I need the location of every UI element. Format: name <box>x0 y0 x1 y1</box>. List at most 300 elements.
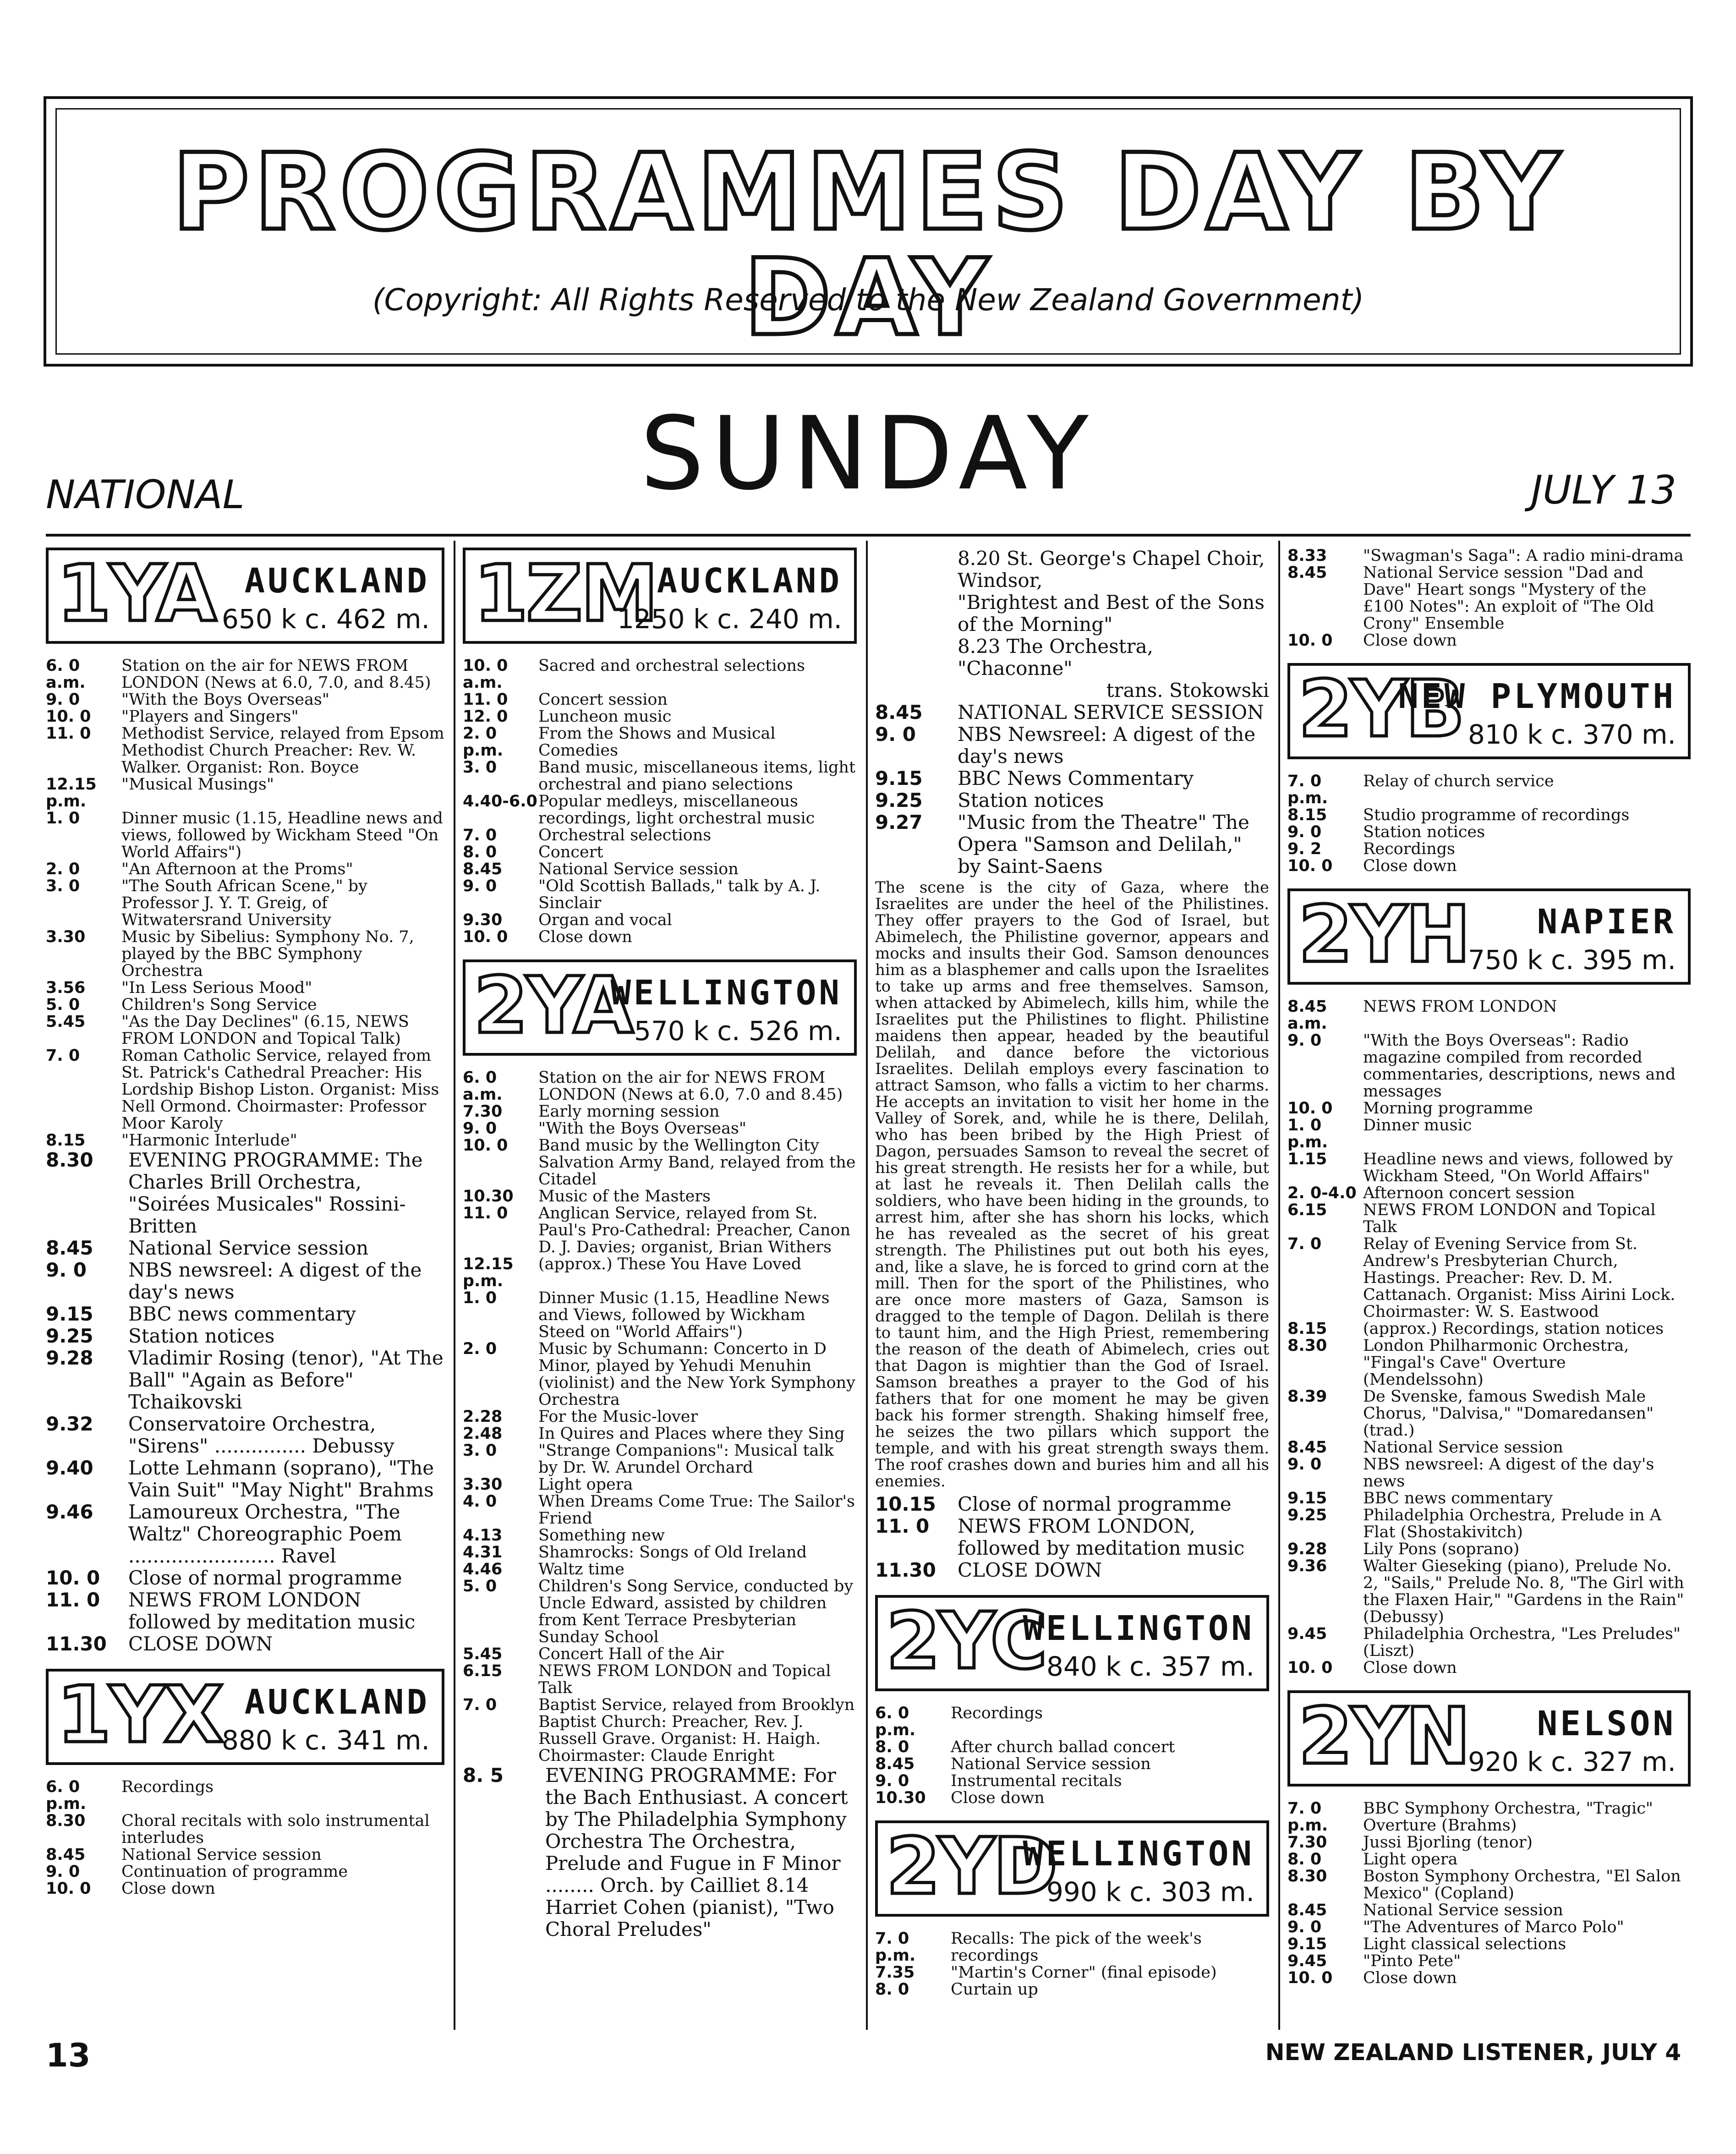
title-banner <box>44 96 1693 367</box>
programme-entry <box>46 1779 444 1813</box>
programme-time: 8.30 <box>1287 1867 1327 1885</box>
programme-entry <box>463 1578 857 1646</box>
station-callsign: 1ZM <box>474 548 657 639</box>
date-label: JULY 13 <box>1531 467 1676 513</box>
programme-description: After church ballad concert <box>951 1738 1175 1756</box>
programme-entry <box>1287 1337 1691 1388</box>
programme-description: Station notices <box>1363 823 1485 841</box>
programme-description: BBC news commentary <box>1363 1489 1553 1507</box>
programme-description: NEWS FROM LONDON <box>1363 998 1557 1016</box>
programme-entry <box>463 1561 857 1578</box>
programme-description: "Pinto Pete" <box>1363 1952 1461 1970</box>
programme-time: 6. 0 a.m. <box>46 657 86 692</box>
programme-entry <box>1287 1456 1691 1490</box>
programme-entry <box>463 1697 857 1765</box>
programme-description: Dinner Music (1.15, Headline News and Views, followed by Wickham Steed on "World Affairs") <box>538 1289 830 1341</box>
station-frequency: 990 k c. 303 m. <box>1046 1876 1254 1907</box>
programme-time: 9.46 <box>46 1501 93 1523</box>
programme-description: Light classical selections <box>1363 1935 1566 1953</box>
programme-description: Vladimir Rosing (tenor), "At The Ball" "Again as Before" Tchaikovski <box>128 1347 444 1413</box>
programme-time: 10. 0 <box>1287 1969 1333 1987</box>
programme-time: 6. 0 a.m. <box>463 1069 503 1104</box>
programme-description: Relay of Evening Service from St. Andrew's Presbyterian Church, Hastings. Preacher: Rev. D. M. Cattanach. Organist: Miss Airini Lock. Choirmaster: W. S. Eastwood <box>1363 1235 1676 1321</box>
programme-entry <box>46 980 444 997</box>
programme-entry <box>463 759 857 793</box>
programme-entry <box>463 1341 857 1409</box>
programme-time: 11.30 <box>46 1633 107 1655</box>
programme-description: Anglican Service, relayed from St. Paul's Pro-Cathedral: Preacher, Canon D. J. Davies; organist, Brian Withers <box>538 1204 851 1256</box>
programme-time: 9.25 <box>1287 1506 1327 1524</box>
programme-description: Recordings <box>951 1704 1043 1722</box>
programme-description: NATIONAL SERVICE SESSION <box>958 701 1264 723</box>
programme-time: 8.45 <box>46 1846 86 1864</box>
programme-description: From the Shows and Musical Comedies <box>538 724 776 760</box>
programme-time: 10. 0 <box>1287 1659 1333 1677</box>
programme-entry <box>463 1205 857 1256</box>
programme-time: 9.25 <box>46 1325 93 1347</box>
programme-time: 9. 0 <box>463 877 497 895</box>
programme-time: 8.45 <box>1287 564 1327 582</box>
programme-time: 10. 0 <box>46 707 91 726</box>
programme-entry <box>463 929 857 946</box>
programme-description: Station on the air for NEWS FROM LONDON (News at 6.0, 7.0, and 8.45) <box>121 657 431 692</box>
programme-description: Shamrocks: Songs of Old Ireland <box>538 1543 807 1562</box>
programme-description: NEWS FROM LONDON and Topical Talk <box>538 1662 831 1697</box>
programme-entry <box>463 844 857 861</box>
programme-entry <box>46 1813 444 1847</box>
page-number: 13 <box>46 2037 91 2074</box>
programme-entry <box>1287 1970 1691 1987</box>
programme-time: 9. 0 <box>46 1259 87 1281</box>
station-box-2ya <box>463 959 857 1056</box>
programme-entry <box>46 878 444 929</box>
programme-description: For the Music-lover <box>538 1408 698 1426</box>
programme-description: Methodist Service, relayed from Epsom Methodist Church Preacher: Rev. W. Walker. Organist: Ron. Boyce <box>121 724 444 777</box>
station-callsign: 1YA <box>57 548 215 639</box>
programme-entry <box>463 1663 857 1697</box>
programme-description: NBS newsreel: A digest of the day's news <box>1363 1455 1654 1491</box>
programme-list-2yd <box>875 1930 1269 1998</box>
programme-description: London Philharmonic Orchestra, "Fingal's Cave" Overture (Mendelssohn) <box>1363 1337 1629 1389</box>
column-divider-1 <box>454 541 455 2030</box>
column-divider-2 <box>866 541 868 2030</box>
programme-entry <box>46 1259 444 1303</box>
evening-programme-2ya <box>463 1765 857 1940</box>
programme-time: 10. 0 <box>1287 631 1333 650</box>
programme-time: 2.48 <box>463 1425 503 1443</box>
programme-entry <box>1287 565 1691 632</box>
programme-entry <box>46 1303 444 1325</box>
programme-entry <box>1287 1321 1691 1337</box>
programme-entry <box>46 810 444 861</box>
programme-time: 6. 0 p.m. <box>46 1778 87 1813</box>
column-divider-3 <box>1278 541 1280 2030</box>
programme-time: 9.15 <box>46 1303 93 1325</box>
programme-entry <box>875 723 1269 767</box>
column-4 <box>1287 548 1691 2037</box>
programme-time: 7. 0 <box>463 826 497 844</box>
programme-time: 9.30 <box>463 911 503 929</box>
programme-list-2yn <box>1287 1800 1691 1987</box>
programme-description: National Service session "Dad and Dave" Heart songs "Mystery of the £100 Notes": An exploit of "The Old Crony" Ensemble <box>1363 564 1654 633</box>
programme-description: Recordings <box>1363 840 1455 858</box>
programme-time: 10. 0 <box>46 1567 100 1589</box>
programme-time: 9.32 <box>46 1413 93 1435</box>
programme-time: 7. 0 <box>46 1047 80 1065</box>
programme-entry <box>875 1515 1269 1559</box>
programme-description: "Swagman's Saga": A radio mini-drama <box>1363 548 1684 565</box>
station-city: AUCKLAND <box>657 561 842 601</box>
programme-description: Close down <box>1363 857 1457 875</box>
station-callsign: 2YC <box>886 1596 1046 1687</box>
programme-entry <box>46 1347 444 1413</box>
programme-time: 9.28 <box>1287 1540 1327 1558</box>
programme-time: 8.45 <box>1287 1438 1327 1457</box>
programme-entry <box>46 997 444 1014</box>
programme-description: Dinner music <box>1363 1116 1472 1135</box>
programme-entry <box>1287 632 1691 649</box>
programme-list-2ya-late <box>875 702 1269 877</box>
programme-time: 9. 0 <box>875 1772 909 1790</box>
programme-entry <box>875 767 1269 789</box>
programme-list-2yc <box>875 1705 1269 1807</box>
programme-entry <box>1287 1185 1691 1202</box>
continued-line: trans. Stokowski <box>1106 679 1269 702</box>
programme-time: 9. 0 <box>1287 823 1322 841</box>
programme-entry <box>46 1567 444 1589</box>
programme-time: 9.15 <box>1287 1489 1327 1507</box>
station-callsign: 2YH <box>1298 889 1469 980</box>
programme-description: Early morning session <box>538 1102 720 1121</box>
programme-time: 9.25 <box>875 789 923 811</box>
programme-entry <box>463 1442 857 1476</box>
programme-list-2yd-late <box>1287 548 1691 649</box>
programme-time: 8. 0 <box>875 1980 909 1999</box>
column-2 <box>463 548 857 2037</box>
programme-time: 3. 0 <box>463 758 497 777</box>
programme-entry <box>463 1527 857 1544</box>
continued-line: 8.20 St. George's Chapel Choir, Windsor, <box>958 548 1265 592</box>
programme-entry <box>46 725 444 776</box>
programme-time: 8.30 <box>46 1812 86 1830</box>
programme-entry <box>875 1790 1269 1807</box>
programme-description: "Musical Musings" <box>121 775 274 794</box>
station-callsign: 2YA <box>474 960 632 1051</box>
programme-description: "The South African Scene," by Professor J. Y. T. Greig, of Witwatersrand University <box>121 877 367 929</box>
programme-time: 9.45 <box>1287 1625 1327 1643</box>
station-box-1yx <box>46 1669 444 1765</box>
programme-time: 9.40 <box>46 1457 93 1479</box>
programme-time: 4.40-6.0 <box>463 792 537 811</box>
programme-time: 9. 0 <box>46 1863 80 1881</box>
programme-entry <box>1287 824 1691 841</box>
programme-description: Close down <box>1363 1659 1457 1677</box>
station-city: AUCKLAND <box>244 561 430 601</box>
programme-time: 9. 2 <box>1287 840 1322 858</box>
programme-time: 7.30 <box>463 1102 503 1121</box>
programme-time: 8. 5 <box>463 1764 504 1787</box>
programme-description: National Service session <box>538 860 739 878</box>
station-city: WELLINGTON <box>1023 1609 1254 1648</box>
programme-description: "Harmonic Interlude" <box>121 1131 297 1150</box>
programme-time: 2. 0 <box>46 860 80 878</box>
programme-time: 3. 0 <box>463 1441 497 1460</box>
programme-time: 10.30 <box>463 1187 514 1206</box>
programme-time: 8.45 <box>46 1237 93 1259</box>
programme-description: Afternoon concert session <box>1363 1184 1575 1202</box>
station-box-2yh <box>1287 888 1691 985</box>
programme-time: 9. 0 <box>875 723 916 745</box>
opera-synopsis: The scene is the city of Gaza, where the Israelites are under the heel of the Philistines. They offer prayers to the God of Israel, but Abimelech, the Philistine governor, appears and mocks and insults their God. Samson denounces him as a blasphemer and calls upon the Israelites to take up arms and free themselves. Samson, when attacked by Abimelech, kills him, while the Israelites put the Philistines to flight. Philistine maidens then appear, headed by the beautiful Delilah, and dance before the victorious Israelites. Delilah employs every fascination to attract Samson, who falls a victim to her charms. He accepts an invitation to visit her home in the Valley of Sorek, and, while he is there, Delilah, who has been bribed by the High Priest of Dagon, persuades Samson to reveal the secret of his great strength. He resists her for a while, but at last he reveals it. Then Delilah calls the soldiers, who have been hiding in the grounds, to arrest him, after she has shorn his locks, which he has revealed as the secret of his great strength. The Philistines put out both his eyes, and, like a slave, he is forced to grind corn at the mill. Then for the sport of the Philistines, who are once more masters of Gaza, Samson is dragged to the temple of Dagon. Delilah is there to taunt him, and the High Priest, remembering the reason of the death of Abimelech, cries out that Dagon is mightier than the God of Israel. Samson breathes a prayer to the God of his fathers that for one moment he may be given back his former strength. Shaking himself free, he seizes the two pillars which support the temple, and with his great strength sways them. The roof crashes down and buries him and all his enemies. <box>875 878 1269 1491</box>
programme-description: Concert <box>538 843 603 861</box>
programme-time: 5. 0 <box>463 1577 497 1595</box>
programme-time: 9. 0 <box>1287 1031 1322 1050</box>
programme-entry <box>46 658 444 691</box>
station-city: NAPIER <box>1537 902 1676 942</box>
programme-time: 8. 0 <box>463 843 497 861</box>
continued-line: "Chaconne" <box>958 657 1073 680</box>
programme-description: "Old Scottish Ballads," talk by A. J. Sinclair <box>538 877 821 912</box>
programme-entry <box>1287 548 1691 565</box>
station-city: NEW PLYMOUTH <box>1398 677 1676 716</box>
station-callsign: 2YN <box>1298 1691 1469 1782</box>
station-city: AUCKLAND <box>244 1683 430 1722</box>
programme-time: 7. 0 p.m. <box>1287 772 1328 807</box>
programme-description: National Service session <box>1363 1438 1563 1457</box>
programme-time: 6. 0 p.m. <box>875 1704 916 1739</box>
programme-entry <box>46 1457 444 1501</box>
column-3 <box>875 548 1269 2037</box>
programme-entry <box>46 861 444 878</box>
programme-description: Relay of church service <box>1363 772 1554 790</box>
programme-description: "An Afternoon at the Proms" <box>121 860 353 878</box>
programme-time: 10. 0 <box>1287 857 1333 875</box>
programme-entry <box>46 1014 444 1047</box>
programme-entry <box>875 1739 1269 1756</box>
programme-list-1yx <box>46 1779 444 1897</box>
station-frequency: 750 k c. 395 m. <box>1468 944 1676 976</box>
programme-entry <box>46 1864 444 1880</box>
programme-description: (approx.) These You Have Loved <box>538 1255 802 1273</box>
programme-entry <box>46 1047 444 1132</box>
programme-entry <box>46 929 444 980</box>
programme-entry <box>463 878 857 912</box>
programme-description: "The Adventures of Marco Polo" <box>1363 1918 1624 1936</box>
programme-entry <box>875 1773 1269 1790</box>
header-divider <box>46 534 1691 537</box>
programme-time: 7. 0 p.m. <box>875 1929 916 1965</box>
programme-description: "With the Boys Overseas" <box>121 691 329 709</box>
programme-time: 8.45 <box>463 860 503 878</box>
programme-entry <box>1287 1202 1691 1236</box>
programme-time: 10. 0 <box>46 1880 91 1898</box>
programme-description: Station notices <box>128 1325 275 1347</box>
programme-time: 2. 0-4.0 <box>1287 1184 1357 1202</box>
programme-time: 1.15 <box>1287 1150 1327 1168</box>
programme-time: 9. 0 <box>1287 1918 1322 1936</box>
programme-time: 2. 0 <box>463 1340 497 1358</box>
programme-entry <box>46 1880 444 1897</box>
programme-entry <box>1287 1032 1691 1100</box>
programme-description: Studio programme of recordings <box>1363 806 1630 824</box>
programme-time: 3. 0 <box>46 877 80 895</box>
programme-description: Concert session <box>538 691 668 709</box>
programme-entry <box>875 1756 1269 1773</box>
station-box-2yb <box>1287 663 1691 759</box>
station-frequency: 920 k c. 327 m. <box>1468 1746 1676 1777</box>
programme-entry <box>1287 1902 1691 1919</box>
programme-description: Lotte Lehmann (soprano), "The Vain Suit" "May Night" Brahms <box>128 1457 434 1501</box>
programme-entry <box>1287 1936 1691 1953</box>
programme-entry <box>463 1069 857 1103</box>
programme-entry <box>46 776 444 810</box>
programme-entry <box>463 1290 857 1341</box>
programme-description: Roman Catholic Service, relayed from St. Patrick's Cathedral Preacher: His Lordship Bishop Liston. Organist: Miss Nell Ormond. Choirmaster: Professor Moor Karoly <box>121 1047 439 1133</box>
station-frequency: 840 k c. 357 m. <box>1046 1651 1254 1682</box>
programme-entry <box>875 1559 1269 1581</box>
programme-description: Luncheon music <box>538 707 672 726</box>
programme-entry <box>46 1237 444 1259</box>
station-callsign: 2YD <box>886 1821 1056 1912</box>
programme-entry <box>1287 1660 1691 1677</box>
programme-entry <box>463 1103 857 1120</box>
programme-description: Close of normal programme <box>958 1493 1232 1515</box>
programme-entry <box>1287 807 1691 824</box>
programme-time: 8.39 <box>1287 1387 1327 1406</box>
station-frequency: 880 k c. 341 m. <box>221 1725 430 1756</box>
programme-time: 11. 0 <box>46 724 91 743</box>
programme-description: Something new <box>538 1526 665 1545</box>
programme-entry <box>463 1493 857 1527</box>
programme-time: 4. 0 <box>463 1492 497 1511</box>
programme-time: 12.15 p.m. <box>46 775 97 811</box>
programme-description: EVENING PROGRAMME: The Charles Brill Orchestra, "Soirées Musicales" Rossini-Britten <box>128 1149 423 1237</box>
programme-entry <box>1287 1834 1691 1851</box>
programme-entry <box>463 861 857 878</box>
programme-entry <box>1287 1439 1691 1456</box>
programme-entry <box>463 708 857 725</box>
station-box-2yn <box>1287 1690 1691 1787</box>
programme-time: 6.15 <box>1287 1201 1327 1219</box>
programme-time: 2. 0 p.m. <box>463 724 504 760</box>
programme-entry <box>1287 1953 1691 1970</box>
programme-description: BBC News Commentary <box>958 767 1194 789</box>
programme-list-1ya <box>46 658 444 1149</box>
programme-description: Children's Song Service <box>121 996 317 1014</box>
programme-description: National Service session <box>951 1755 1151 1773</box>
station-box-2yc <box>875 1595 1269 1691</box>
programme-description: Close down <box>1363 631 1457 650</box>
programme-time: 1. 0 <box>463 1289 497 1307</box>
programme-time: 9.15 <box>1287 1935 1327 1953</box>
programme-time: 9.15 <box>875 767 923 789</box>
programme-description: Continuation of programme <box>121 1863 348 1881</box>
programme-entry <box>1287 1236 1691 1321</box>
programme-description: "With the Boys Overseas" <box>538 1119 746 1138</box>
programme-description: Dinner music (1.15, Headline news and views, followed by Wickham Steed "On World Affairs") <box>121 809 443 861</box>
programme-entry <box>875 1981 1269 1998</box>
programme-time: 8.33 <box>1287 548 1327 565</box>
programme-time: 9.36 <box>1287 1557 1327 1575</box>
station-frequency: 570 k c. 526 m. <box>634 1015 842 1047</box>
programme-time: 11.30 <box>875 1559 936 1581</box>
programme-time: 4.13 <box>463 1526 503 1545</box>
programme-entry <box>1287 1507 1691 1541</box>
programme-entry <box>1287 1851 1691 1868</box>
programme-time: 8. 0 <box>875 1738 909 1756</box>
column-1 <box>46 548 444 2037</box>
programme-description: Light opera <box>1363 1850 1458 1869</box>
station-callsign: 2YB <box>1298 664 1463 755</box>
programme-description: Close down <box>1363 1969 1457 1987</box>
programme-description: When Dreams Come True: The Sailor's Friend <box>538 1492 855 1528</box>
programme-description: Curtain up <box>951 1980 1038 1999</box>
programme-time: 10.30 <box>875 1789 926 1807</box>
programme-entry <box>875 811 1269 877</box>
programme-entry <box>463 1544 857 1561</box>
programme-entry <box>46 1325 444 1347</box>
programme-description: "In Less Serious Mood" <box>121 979 312 997</box>
programme-entry <box>463 691 857 708</box>
programme-entry <box>875 1493 1269 1515</box>
programme-time: 8.45 <box>1287 1901 1327 1919</box>
programme-time: 7. 0 <box>463 1696 497 1714</box>
programme-description: Music of the Masters <box>538 1187 711 1206</box>
programme-time: 9.45 <box>1287 1952 1327 1970</box>
evening-list-1ya <box>46 1149 444 1655</box>
programme-entry <box>46 1413 444 1457</box>
banner-title: PROGRAMMES DAY BY DAY <box>172 132 1565 359</box>
programme-description: NBS Newsreel: A digest of the day's news <box>958 723 1256 767</box>
programme-entry <box>1287 1558 1691 1626</box>
programme-entry <box>46 1847 444 1864</box>
station-box-2yd <box>875 1820 1269 1917</box>
programme-description: Baptist Service, relayed from Brooklyn Baptist Church: Preacher, Rev. J. Russell Grave. Organist: H. Haigh. Choirmaster: Claude Enright <box>538 1696 855 1765</box>
programme-list-1zm <box>463 658 857 946</box>
programme-time: 9.27 <box>875 811 923 833</box>
programme-time: 8.30 <box>46 1149 93 1171</box>
programme-entry <box>1287 1117 1691 1151</box>
programme-entry <box>46 708 444 725</box>
programme-time: 8.45 a.m. <box>1287 998 1327 1033</box>
programme-time: 8.45 <box>875 1755 915 1773</box>
programme-description: "Martin's Corner" (final episode) <box>951 1963 1217 1982</box>
programme-description: Philadelphia Orchestra, Prelude in A Flat (Shostakivitch) <box>1363 1506 1662 1541</box>
programme-time: 7. 0 <box>1287 1235 1322 1253</box>
programme-description: Instrumental recitals <box>951 1772 1122 1790</box>
station-frequency: 1250 k c. 240 m. <box>617 603 842 635</box>
continued-line: "Brightest and Best of the Sons of the Morning" <box>958 591 1265 636</box>
station-city: NELSON <box>1537 1704 1676 1743</box>
programme-list-2ya <box>463 1069 857 1765</box>
programme-entry <box>463 1120 857 1137</box>
programme-time: 9. 0 <box>463 1119 497 1138</box>
continued-line: 8.23 The Orchestra, <box>958 635 1153 658</box>
programme-description: Close down <box>538 928 632 946</box>
station-box-1ya <box>46 548 444 644</box>
programme-time: 1. 0 p.m. <box>1287 1116 1328 1151</box>
programme-description: Band music by the Wellington City Salvation Army Band, relayed from the Citadel <box>538 1136 856 1189</box>
programme-time: 8.45 <box>875 701 923 723</box>
programme-time: 1. 0 <box>46 809 80 828</box>
programme-time: 10.15 <box>875 1493 936 1515</box>
programme-entry <box>46 1501 444 1567</box>
programme-description: National Service session <box>128 1237 369 1259</box>
programme-time: 11. 0 <box>46 1589 100 1611</box>
programme-time: 8. 0 <box>1287 1850 1322 1869</box>
programme-time: 7.35 <box>875 1963 915 1982</box>
programme-description: Organ and vocal <box>538 911 672 929</box>
